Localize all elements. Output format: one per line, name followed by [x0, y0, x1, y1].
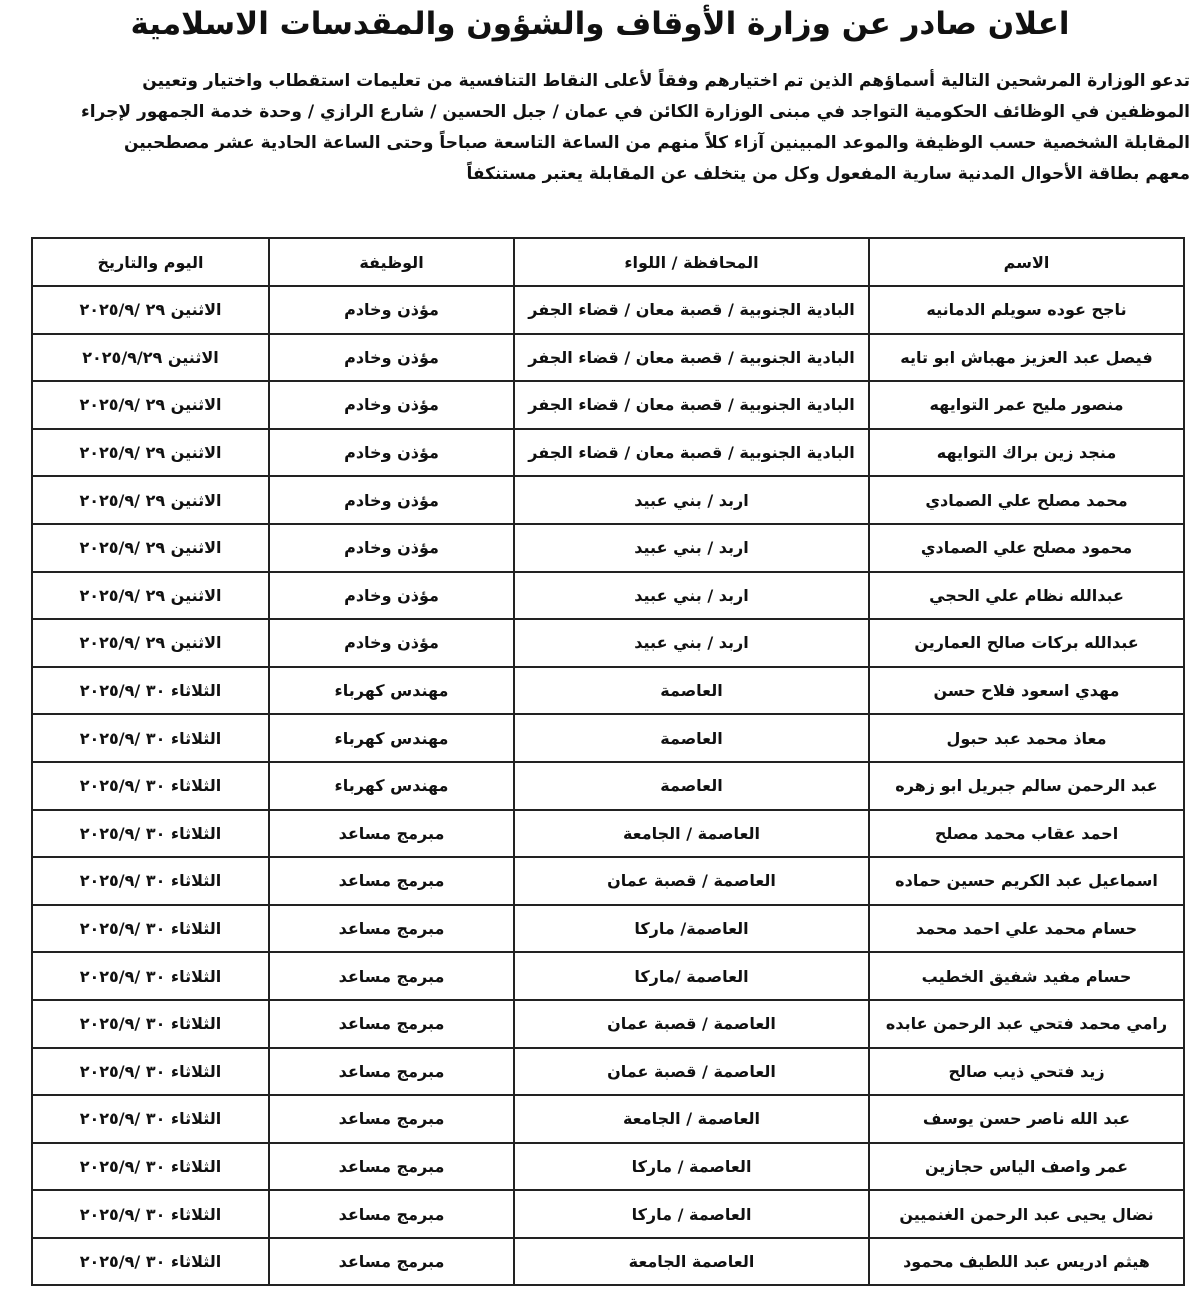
cell-job: مؤذن وخادم [269, 572, 514, 620]
cell-governorate: العاصمة / قصبة عمان [514, 857, 869, 905]
table-body [32, 286, 1184, 1285]
cell-job: مبرمج مساعد [269, 952, 514, 1000]
cell-governorate: البادية الجنوبية / قصبة معان / قضاء الجفر [514, 429, 869, 477]
cell-name: هيثم ادريس عبد اللطيف محمود [869, 1238, 1184, 1286]
table-row [32, 1238, 1184, 1286]
cell-name: محمود مصلح علي الصمادي [869, 524, 1184, 572]
cell-name: رامي محمد فتحي عبد الرحمن عابده [869, 1000, 1184, 1048]
cell-job: مهندس كهرباء [269, 667, 514, 715]
cell-date: الثلاثاء ٣٠ /٢٠٢٥/٩ [32, 1143, 269, 1191]
intro-line: الموظفين في الوظائف الحكومية التواجد في مبنى الوزارة الكائن في عمان / جبل الحسين / شارع الرازي / وحدة خدمة الجمهور لإجراء [81, 102, 1190, 122]
cell-date: الاثنين ٢٩ /٢٠٢٥/٩ [32, 619, 269, 667]
cell-date: الثلاثاء ٣٠ /٢٠٢٥/٩ [32, 714, 269, 762]
cell-governorate: البادية الجنوبية / قصبة معان / قضاء الجفر [514, 286, 869, 334]
cell-name: عبد الله ناصر حسن يوسف [869, 1095, 1184, 1143]
cell-name: منصور مليح عمر التوايهه [869, 381, 1184, 429]
cell-governorate: اربد / بني عبيد [514, 619, 869, 667]
announcement-intro [8, 66, 1192, 190]
cell-name: عبد الرحمن سالم جبريل ابو زهره [869, 762, 1184, 810]
cell-date: الثلاثاء ٣٠ /٢٠٢٥/٩ [32, 1238, 269, 1286]
cell-name: عبدالله نظام علي الحجي [869, 572, 1184, 620]
cell-job: مؤذن وخادم [269, 334, 514, 382]
cell-date: الثلاثاء ٣٠ /٢٠٢٥/٩ [32, 1000, 269, 1048]
cell-job: مؤذن وخادم [269, 286, 514, 334]
cell-date: الاثنين ٢٩ /٢٠٢٥/٩ [32, 381, 269, 429]
cell-date: الثلاثاء ٣٠ /٢٠٢٥/٩ [32, 857, 269, 905]
cell-governorate: العاصمة / الجامعة [514, 1095, 869, 1143]
table-row [32, 905, 1184, 953]
table-row [32, 1095, 1184, 1143]
table-row [32, 1190, 1184, 1238]
table-row [32, 524, 1184, 572]
table-row [32, 286, 1184, 334]
table-row [32, 714, 1184, 762]
cell-governorate: العاصمة / قصبة عمان [514, 1048, 869, 1096]
cell-date: الاثنين ٢٩ /٢٠٢٥/٩ [32, 572, 269, 620]
cell-name: حسام محمد علي احمد محمد [869, 905, 1184, 953]
cell-date: الثلاثاء ٣٠ /٢٠٢٥/٩ [32, 667, 269, 715]
table-row [32, 1048, 1184, 1096]
cell-name: عمر واصف الياس حجازين [869, 1143, 1184, 1191]
cell-name: عبدالله بركات صالح العمارين [869, 619, 1184, 667]
cell-date: الاثنين ٢٠٢٥/٩/٢٩ [32, 334, 269, 382]
cell-date: الاثنين ٢٩ /٢٠٢٥/٩ [32, 286, 269, 334]
candidates-table [31, 237, 1185, 1286]
cell-name: محمد مصلح علي الصمادي [869, 476, 1184, 524]
cell-governorate: العاصمة / قصبة عمان [514, 1000, 869, 1048]
cell-name: معاذ محمد عبد حبول [869, 714, 1184, 762]
cell-job: مبرمج مساعد [269, 1000, 514, 1048]
cell-date: الاثنين ٢٩ /٢٠٢٥/٩ [32, 524, 269, 572]
cell-governorate: العاصمة الجامعة [514, 1238, 869, 1286]
cell-job: مبرمج مساعد [269, 810, 514, 858]
cell-governorate: العاصمة / ماركا [514, 1143, 869, 1191]
cell-job: مهندس كهرباء [269, 762, 514, 810]
intro-line: المقابلة الشخصية حسب الوظيفة والموعد المبينين آزاء كلاً منهم من الساعة التاسعة صباحاً وحتى الساعة الحادية عشر مصطحبين [124, 133, 1190, 153]
cell-governorate: العاصمة /ماركا [514, 952, 869, 1000]
cell-date: الثلاثاء ٣٠ /٢٠٢٥/٩ [32, 1190, 269, 1238]
cell-name: مهدي اسعود فلاح حسن [869, 667, 1184, 715]
cell-date: الثلاثاء ٣٠ /٢٠٢٥/٩ [32, 1048, 269, 1096]
cell-job: مبرمج مساعد [269, 1048, 514, 1096]
cell-governorate: العاصمة [514, 714, 869, 762]
header-name: الاسم [869, 238, 1184, 286]
cell-job: مبرمج مساعد [269, 905, 514, 953]
cell-date: الاثنين ٢٩ /٢٠٢٥/٩ [32, 429, 269, 477]
cell-governorate: اربد / بني عبيد [514, 524, 869, 572]
header-job: الوظيفة [269, 238, 514, 286]
header-governorate: المحافظة / اللواء [514, 238, 869, 286]
cell-job: مبرمج مساعد [269, 1238, 514, 1286]
cell-governorate: العاصمة/ ماركا [514, 905, 869, 953]
announcement-title: اعلان صادر عن وزارة الأوقاف والشؤون والمقدسات الاسلامية [130, 6, 1070, 42]
table-row [32, 1000, 1184, 1048]
cell-job: مؤذن وخادم [269, 476, 514, 524]
cell-date: الثلاثاء ٣٠ /٢٠٢٥/٩ [32, 952, 269, 1000]
cell-job: مؤذن وخادم [269, 619, 514, 667]
cell-governorate: البادية الجنوبية / قصبة معان / قضاء الجفر [514, 381, 869, 429]
cell-name: اسماعيل عبد الكريم حسين حماده [869, 857, 1184, 905]
cell-date: الثلاثاء ٣٠ /٢٠٢٥/٩ [32, 762, 269, 810]
cell-name: احمد عقاب محمد مصلح [869, 810, 1184, 858]
cell-name: زيد فتحي ذيب صالح [869, 1048, 1184, 1096]
cell-name: فيصل عبد العزيز مهباش ابو تايه [869, 334, 1184, 382]
cell-governorate: العاصمة [514, 667, 869, 715]
cell-job: مؤذن وخادم [269, 381, 514, 429]
cell-job: مبرمج مساعد [269, 1143, 514, 1191]
cell-job: مبرمج مساعد [269, 1095, 514, 1143]
table-row [32, 334, 1184, 382]
table-row [32, 810, 1184, 858]
cell-job: مهندس كهرباء [269, 714, 514, 762]
cell-governorate: اربد / بني عبيد [514, 572, 869, 620]
cell-name: ناجح عوده سويلم الدمانيه [869, 286, 1184, 334]
table-row [32, 572, 1184, 620]
table-row [32, 429, 1184, 477]
cell-date: الاثنين ٢٩ /٢٠٢٥/٩ [32, 476, 269, 524]
table-row [32, 762, 1184, 810]
table-header-row [32, 238, 1184, 286]
cell-name: حسام مفيد شفيق الخطيب [869, 952, 1184, 1000]
cell-job: مبرمج مساعد [269, 1190, 514, 1238]
cell-date: الثلاثاء ٣٠ /٢٠٢٥/٩ [32, 905, 269, 953]
cell-date: الثلاثاء ٣٠ /٢٠٢٥/٩ [32, 810, 269, 858]
intro-line: تدعو الوزارة المرشحين التالية أسماؤهم الذين تم اختيارهم وفقاً لأعلى النقاط التنافسية من تعليمات استقطاب واختيار وتعيين [142, 71, 1190, 91]
table-row [32, 476, 1184, 524]
table-row [32, 857, 1184, 905]
cell-name: منجد زين براك التوايهه [869, 429, 1184, 477]
cell-job: مبرمج مساعد [269, 857, 514, 905]
cell-governorate: البادية الجنوبية / قصبة معان / قضاء الجفر [514, 334, 869, 382]
cell-name: نضال يحيى عبد الرحمن الغنميين [869, 1190, 1184, 1238]
cell-governorate: اربد / بني عبيد [514, 476, 869, 524]
cell-job: مؤذن وخادم [269, 524, 514, 572]
cell-governorate: العاصمة [514, 762, 869, 810]
cell-job: مؤذن وخادم [269, 429, 514, 477]
cell-governorate: العاصمة / ماركا [514, 1190, 869, 1238]
table-row [32, 619, 1184, 667]
cell-governorate: العاصمة / الجامعة [514, 810, 869, 858]
table-row [32, 667, 1184, 715]
intro-line: معهم بطاقة الأحوال المدنية سارية المفعول وكل من يتخلف عن المقابلة يعتبر مستنكفاً [466, 164, 1190, 184]
cell-date: الثلاثاء ٣٠ /٢٠٢٥/٩ [32, 1095, 269, 1143]
header-date: اليوم والتاريخ [32, 238, 269, 286]
table-row [32, 1143, 1184, 1191]
table-row [32, 381, 1184, 429]
table-row [32, 952, 1184, 1000]
